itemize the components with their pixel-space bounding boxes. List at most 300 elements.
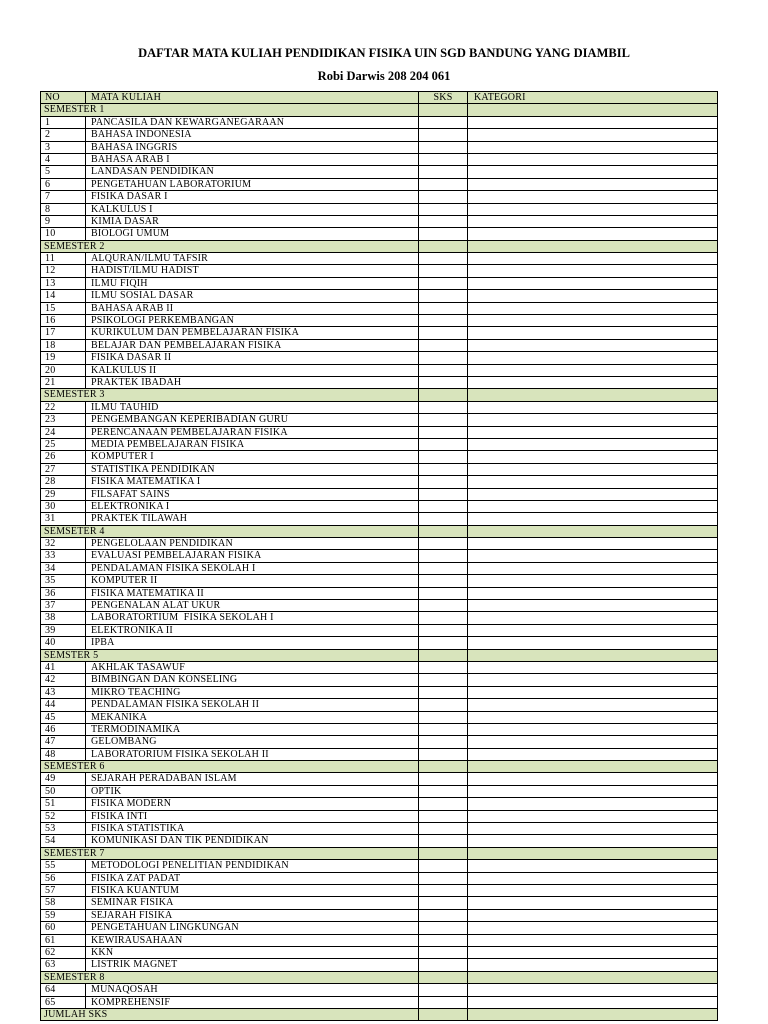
course-number: 57 — [41, 885, 86, 896]
sks-cell — [419, 984, 468, 995]
sks-cell — [419, 129, 468, 140]
course-row — [41, 550, 718, 562]
category-cell — [468, 365, 718, 376]
sks-cell — [419, 352, 468, 363]
course-row — [41, 786, 718, 798]
course-row — [41, 538, 718, 550]
course-number: 41 — [41, 662, 86, 673]
course-name: FISIKA INTI — [86, 811, 419, 822]
sks-cell — [419, 897, 468, 908]
sks-cell — [419, 873, 468, 884]
course-name: PENDALAMAN FISIKA SEKOLAH II — [86, 699, 419, 710]
course-row — [41, 427, 718, 439]
sks-cell — [419, 204, 468, 215]
course-name: MIKRO TEACHING — [86, 687, 419, 698]
course-number: 45 — [41, 712, 86, 723]
semester-label: SEMESTER 7 — [41, 848, 419, 859]
course-row — [41, 699, 718, 711]
course-number: 26 — [41, 451, 86, 462]
sks-cell — [419, 761, 468, 772]
course-name: FISIKA ZAT PADAT — [86, 873, 419, 884]
category-cell — [468, 959, 718, 970]
semester-label: SEMESTER 6 — [41, 761, 419, 772]
sks-cell — [419, 650, 468, 661]
course-number: 31 — [41, 513, 86, 524]
course-name: PENGETAHUAN LINGKUNGAN — [86, 922, 419, 933]
category-cell — [468, 637, 718, 648]
course-name: FISIKA MODERN — [86, 798, 419, 809]
sks-cell — [419, 476, 468, 487]
category-cell — [468, 439, 718, 450]
category-cell — [468, 451, 718, 462]
category-cell — [468, 860, 718, 871]
course-row — [41, 489, 718, 501]
course-row — [41, 129, 718, 141]
course-row — [41, 947, 718, 959]
course-number: 43 — [41, 687, 86, 698]
course-row — [41, 154, 718, 166]
course-row — [41, 823, 718, 835]
sks-cell — [419, 749, 468, 760]
course-table — [40, 91, 718, 1021]
course-row — [41, 897, 718, 909]
course-name: FISIKA KUANTUM — [86, 885, 419, 896]
sks-cell — [419, 501, 468, 512]
course-number: 64 — [41, 984, 86, 995]
course-number: 2 — [41, 129, 86, 140]
course-name: FISIKA MATEMATIKA II — [86, 588, 419, 599]
course-number: 44 — [41, 699, 86, 710]
table-body — [41, 104, 718, 1009]
course-name: STATISTIKA PENDIDIKAN — [86, 464, 419, 475]
sks-cell — [419, 154, 468, 165]
category-cell — [468, 922, 718, 933]
course-row — [41, 303, 718, 315]
course-number: 51 — [41, 798, 86, 809]
sks-cell — [419, 724, 468, 735]
course-name: OPTIK — [86, 786, 419, 797]
course-name: PENGETAHUAN LABORATORIUM — [86, 179, 419, 190]
course-name: LISTRIK MAGNET — [86, 959, 419, 970]
category-cell — [468, 786, 718, 797]
sks-cell — [419, 935, 468, 946]
category-cell — [468, 600, 718, 611]
course-number: 3 — [41, 142, 86, 153]
course-number: 22 — [41, 402, 86, 413]
course-number: 5 — [41, 166, 86, 177]
course-number: 36 — [41, 588, 86, 599]
category-cell — [468, 315, 718, 326]
course-name: PANCASILA DAN KEWARGANEGARAAN — [86, 117, 419, 128]
course-row — [41, 959, 718, 971]
sks-cell — [419, 835, 468, 846]
course-row — [41, 736, 718, 748]
sks-cell — [419, 315, 468, 326]
sks-cell — [419, 464, 468, 475]
category-cell — [468, 910, 718, 921]
sks-cell — [419, 278, 468, 289]
course-row — [41, 798, 718, 810]
category-cell — [468, 712, 718, 723]
document-subtitle: Robi Darwis 208 204 061 — [317, 69, 451, 83]
category-cell — [468, 340, 718, 351]
course-number: 10 — [41, 228, 86, 239]
semester-row — [41, 389, 718, 401]
category-cell — [468, 662, 718, 673]
category-cell — [468, 563, 718, 574]
course-row — [41, 637, 718, 649]
course-name: KOMPREHENSIF — [86, 997, 419, 1008]
category-cell — [468, 674, 718, 685]
course-name: ILMU SOSIAL DASAR — [86, 290, 419, 301]
sks-cell — [419, 340, 468, 351]
course-row — [41, 476, 718, 488]
course-name: TERMODINAMIKA — [86, 724, 419, 735]
category-cell — [468, 290, 718, 301]
category-cell — [468, 513, 718, 524]
category-cell — [468, 699, 718, 710]
category-cell — [468, 216, 718, 227]
sks-cell — [419, 910, 468, 921]
course-row — [41, 674, 718, 686]
course-row — [41, 464, 718, 476]
course-name: MUNAQOSAH — [86, 984, 419, 995]
course-row — [41, 340, 718, 352]
course-number: 30 — [41, 501, 86, 512]
sks-cell — [419, 773, 468, 784]
category-cell — [468, 749, 718, 760]
course-name: FISIKA STATISTIKA — [86, 823, 419, 834]
course-number: 63 — [41, 959, 86, 970]
course-row — [41, 179, 718, 191]
course-number: 25 — [41, 439, 86, 450]
sks-cell — [419, 414, 468, 425]
course-number: 16 — [41, 315, 86, 326]
course-number: 47 — [41, 736, 86, 747]
course-name: BAHASA INDONESIA — [86, 129, 419, 140]
sks-cell — [419, 228, 468, 239]
sks-cell — [419, 600, 468, 611]
category-cell — [468, 489, 718, 500]
course-row — [41, 873, 718, 885]
course-number: 20 — [41, 365, 86, 376]
course-row — [41, 365, 718, 377]
semester-row — [41, 972, 718, 984]
course-name: FISIKA MATEMATIKA I — [86, 476, 419, 487]
course-name: BAHASA ARAB II — [86, 303, 419, 314]
course-row — [41, 513, 718, 525]
course-number: 56 — [41, 873, 86, 884]
category-cell — [468, 588, 718, 599]
category-cell — [468, 947, 718, 958]
course-name: KALKULUS I — [86, 204, 419, 215]
category-cell — [468, 612, 718, 623]
sks-cell — [419, 947, 468, 958]
course-name: KOMPUTER I — [86, 451, 419, 462]
course-number: 65 — [41, 997, 86, 1008]
course-number: 15 — [41, 303, 86, 314]
course-name: KOMPUTER II — [86, 575, 419, 586]
course-row — [41, 860, 718, 872]
course-number: 32 — [41, 538, 86, 549]
sks-cell — [419, 786, 468, 797]
course-row — [41, 625, 718, 637]
course-name: MEKANIKA — [86, 712, 419, 723]
category-cell — [468, 823, 718, 834]
course-row — [41, 563, 718, 575]
course-number: 27 — [41, 464, 86, 475]
sks-cell — [419, 885, 468, 896]
course-row — [41, 749, 718, 761]
course-number: 60 — [41, 922, 86, 933]
total-row — [41, 1009, 718, 1021]
sks-cell — [419, 922, 468, 933]
category-cell — [468, 687, 718, 698]
course-name: LANDASAN PENDIDIKAN — [86, 166, 419, 177]
category-cell — [468, 736, 718, 747]
course-row — [41, 922, 718, 934]
category-cell — [468, 464, 718, 475]
course-number: 38 — [41, 612, 86, 623]
sks-cell — [419, 959, 468, 970]
course-number: 17 — [41, 327, 86, 338]
course-name: SEMINAR FISIKA — [86, 897, 419, 908]
sks-cell — [419, 451, 468, 462]
category-cell — [468, 885, 718, 896]
category-cell — [468, 848, 718, 859]
course-name: EVALUASI PEMBELAJARAN FISIKA — [86, 550, 419, 561]
course-number: 24 — [41, 427, 86, 438]
category-cell — [468, 327, 718, 338]
column-header-category: KATEGORI — [468, 92, 718, 103]
course-row — [41, 117, 718, 129]
category-cell — [468, 761, 718, 772]
sks-cell — [419, 612, 468, 623]
course-name: KEWIRAUSAHAAN — [86, 935, 419, 946]
category-cell — [468, 414, 718, 425]
course-name: KALKULUS II — [86, 365, 419, 376]
sks-cell — [419, 253, 468, 264]
course-row — [41, 588, 718, 600]
sks-cell — [419, 142, 468, 153]
sks-cell — [419, 625, 468, 636]
sks-cell — [419, 848, 468, 859]
sks-cell — [419, 823, 468, 834]
category-cell — [468, 278, 718, 289]
course-name: BAHASA ARAB I — [86, 154, 419, 165]
semester-label: SEMESTER 8 — [41, 972, 419, 983]
course-row — [41, 724, 718, 736]
sks-cell — [419, 798, 468, 809]
course-name: PENGEMBANGAN KEPERIBADIAN GURU — [86, 414, 419, 425]
semester-label: SEMESTER 2 — [41, 241, 419, 252]
course-row — [41, 575, 718, 587]
course-number: 29 — [41, 489, 86, 500]
course-row — [41, 327, 718, 339]
sks-cell — [419, 191, 468, 202]
course-name: FISIKA DASAR I — [86, 191, 419, 202]
sks-cell — [419, 241, 468, 252]
sks-cell — [419, 265, 468, 276]
course-row — [41, 228, 718, 240]
semester-row — [41, 848, 718, 860]
sks-cell — [419, 179, 468, 190]
course-number: 13 — [41, 278, 86, 289]
course-name: PRAKTEK TILAWAH — [86, 513, 419, 524]
course-number: 23 — [41, 414, 86, 425]
course-number: 34 — [41, 563, 86, 574]
course-number: 59 — [41, 910, 86, 921]
column-header-sks: SKS — [419, 92, 468, 103]
course-row — [41, 216, 718, 228]
semester-row — [41, 526, 718, 538]
course-row — [41, 997, 718, 1009]
course-name: KIMIA DASAR — [86, 216, 419, 227]
category-cell — [468, 129, 718, 140]
course-name: PERENCANAAN PEMBELAJARAN FISIKA — [86, 427, 419, 438]
category-cell — [468, 526, 718, 537]
document-title: DAFTAR MATA KULIAH PENDIDIKAN FISIKA UIN SGD BANDUNG YANG DIAMBIL — [138, 46, 630, 60]
course-number: 21 — [41, 377, 86, 388]
course-row — [41, 278, 718, 290]
course-row — [41, 984, 718, 996]
course-number: 9 — [41, 216, 86, 227]
sks-cell — [419, 402, 468, 413]
sks-cell — [419, 377, 468, 388]
category-cell — [468, 972, 718, 983]
sks-cell — [419, 166, 468, 177]
sks-cell — [419, 662, 468, 673]
category-cell — [468, 997, 718, 1008]
category-cell — [468, 501, 718, 512]
course-name: BIOLOGI UMUM — [86, 228, 419, 239]
sks-cell — [419, 687, 468, 698]
course-number: 52 — [41, 811, 86, 822]
category-cell — [468, 377, 718, 388]
course-number: 37 — [41, 600, 86, 611]
column-header-course: MATA KULIAH — [86, 92, 419, 103]
course-name: BAHASA INGGRIS — [86, 142, 419, 153]
course-row — [41, 612, 718, 624]
course-row — [41, 352, 718, 364]
course-row — [41, 910, 718, 922]
course-number: 19 — [41, 352, 86, 363]
course-number: 8 — [41, 204, 86, 215]
category-cell — [468, 550, 718, 561]
semester-label: SEMESTER 1 — [41, 104, 419, 115]
course-row — [41, 935, 718, 947]
course-row — [41, 414, 718, 426]
category-cell — [468, 897, 718, 908]
course-row — [41, 439, 718, 451]
course-row — [41, 315, 718, 327]
course-name: KOMUNIKASI DAN TIK PENDIDIKAN — [86, 835, 419, 846]
course-name: METODOLOGI PENELITIAN PENDIDIKAN — [86, 860, 419, 871]
sks-cell — [419, 513, 468, 524]
sks-cell — [419, 526, 468, 537]
semester-row — [41, 241, 718, 253]
sks-cell — [419, 699, 468, 710]
course-row — [41, 290, 718, 302]
semester-label: SEMESTER 3 — [41, 389, 419, 400]
category-cell — [468, 873, 718, 884]
course-name: IPBA — [86, 637, 419, 648]
course-number: 14 — [41, 290, 86, 301]
category-cell — [468, 798, 718, 809]
course-name: LABORATORIUM FISIKA SEKOLAH II — [86, 749, 419, 760]
sks-cell — [419, 997, 468, 1008]
course-row — [41, 451, 718, 463]
course-number: 1 — [41, 117, 86, 128]
course-name: ALQURAN/ILMU TAFSIR — [86, 253, 419, 264]
course-row — [41, 501, 718, 513]
course-number: 39 — [41, 625, 86, 636]
course-row — [41, 687, 718, 699]
sks-cell — [419, 588, 468, 599]
course-row — [41, 773, 718, 785]
sks-cell — [419, 489, 468, 500]
category-cell — [468, 117, 718, 128]
total-sks-cell — [419, 1009, 468, 1020]
course-row — [41, 712, 718, 724]
sks-cell — [419, 439, 468, 450]
category-cell — [468, 625, 718, 636]
semester-row — [41, 650, 718, 662]
category-cell — [468, 935, 718, 946]
sks-cell — [419, 389, 468, 400]
category-cell — [468, 538, 718, 549]
category-cell — [468, 265, 718, 276]
course-name: FILSAFAT SAINS — [86, 489, 419, 500]
category-cell — [468, 773, 718, 784]
course-number: 48 — [41, 749, 86, 760]
course-name: KURIKULUM DAN PEMBELAJARAN FISIKA — [86, 327, 419, 338]
category-cell — [468, 835, 718, 846]
course-row — [41, 835, 718, 847]
course-number: 35 — [41, 575, 86, 586]
course-number: 12 — [41, 265, 86, 276]
course-number: 62 — [41, 947, 86, 958]
course-name: BIMBINGAN DAN KONSELING — [86, 674, 419, 685]
category-cell — [468, 179, 718, 190]
category-cell — [468, 166, 718, 177]
course-name: KKN — [86, 947, 419, 958]
course-row — [41, 191, 718, 203]
category-cell — [468, 811, 718, 822]
sks-cell — [419, 563, 468, 574]
course-number: 11 — [41, 253, 86, 264]
table-header-row — [41, 92, 718, 104]
course-number: 46 — [41, 724, 86, 735]
sks-cell — [419, 712, 468, 723]
category-cell — [468, 241, 718, 252]
course-row — [41, 142, 718, 154]
course-name: HADIST/ILMU HADIST — [86, 265, 419, 276]
sks-cell — [419, 637, 468, 648]
course-row — [41, 885, 718, 897]
course-number: 4 — [41, 154, 86, 165]
course-row — [41, 662, 718, 674]
course-number: 33 — [41, 550, 86, 561]
course-name: FISIKA DASAR II — [86, 352, 419, 363]
sks-cell — [419, 575, 468, 586]
category-cell — [468, 253, 718, 264]
course-name: PENGELOLAAN PENDIDIKAN — [86, 538, 419, 549]
course-number: 49 — [41, 773, 86, 784]
sks-cell — [419, 972, 468, 983]
sks-cell — [419, 811, 468, 822]
course-number: 40 — [41, 637, 86, 648]
